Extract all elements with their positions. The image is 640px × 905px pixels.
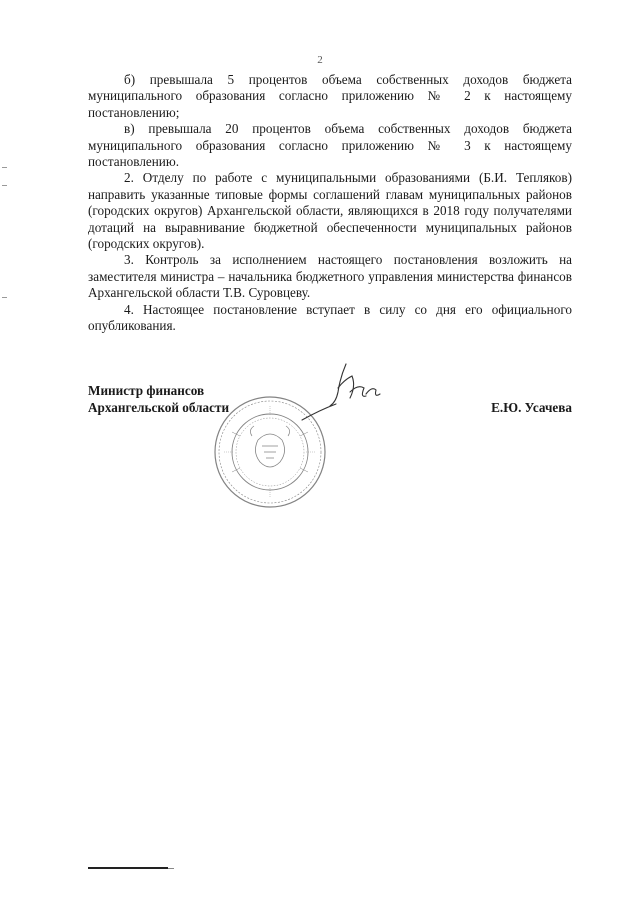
signatory-title-line1: Министр финансов xyxy=(88,383,205,398)
bottom-rule xyxy=(88,867,168,869)
margin-mark xyxy=(2,167,7,168)
paragraph-2: 2. Отделу по работе с муниципальными образованиями (Б.И. Тепляков) направить указанные типовые формы соглашений главам муниципальных районов (городских округов) Архангельской области, являющихся в 2018 году получателями дотаций на выравнивание бюджетной обеспеченности муниципальных районов (городских округов). xyxy=(88,170,572,252)
paragraph-v: в) превышала 20 процентов объема собственных доходов бюджета муниципального образования согласно приложению № 3 к настоящему постановлению. xyxy=(88,121,572,170)
margin-mark xyxy=(2,185,7,186)
bottom-dash xyxy=(168,868,174,869)
page-number: 2 xyxy=(317,54,323,66)
paragraph-4: 4. Настоящее постановление вступает в силу со дня его официального опубликования. xyxy=(88,301,572,334)
margin-mark xyxy=(2,297,7,298)
document-body xyxy=(88,72,572,335)
signatory-title-line2: Архангельской области xyxy=(88,400,230,415)
paragraph-3: 3. Контроль за исполнением настоящего постановления возложить на заместителя министра – начальника бюджетного управления министерства финансов Архангельской области Т.В. Суровцеву. xyxy=(88,252,572,301)
handwritten-signature xyxy=(300,358,390,428)
signatory-name: Е.Ю. Усачева xyxy=(491,400,572,415)
paragraph-b: б) превышала 5 процентов объема собственных доходов бюджета муниципального образования согласно приложению № 2 к настоящему постановлению; xyxy=(88,72,572,120)
